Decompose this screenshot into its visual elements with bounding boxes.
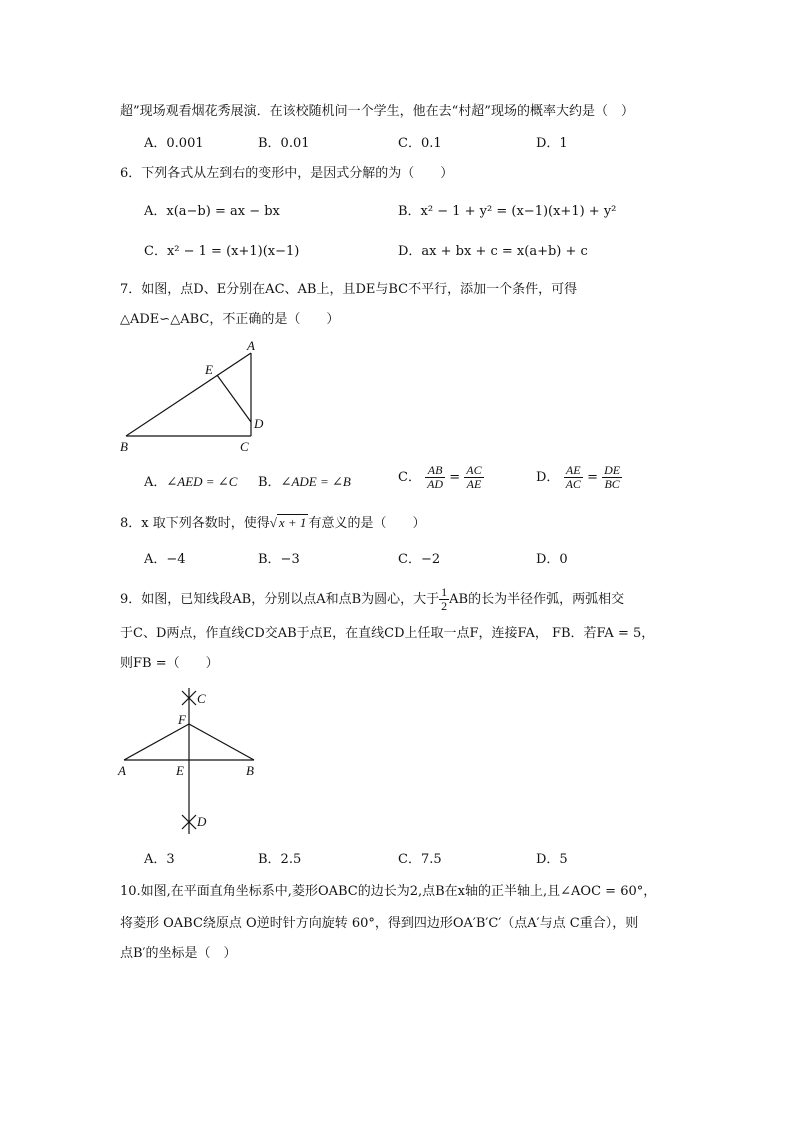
q7-label-c: C [240, 439, 249, 454]
q10-stem-line2: 将菱形 OABC绕原点 O逆时针方向旋转 60°，得到四边形OA′B′C′（点A′与点 C重合），则 [120, 916, 639, 931]
q7-triangle-figure [112, 336, 272, 458]
q7-option-d [536, 464, 622, 491]
q9-label-e: E [176, 763, 184, 778]
q9-label-a: A [118, 763, 126, 778]
q7-option-a [144, 474, 237, 491]
q5-option-d: D．1 [536, 136, 568, 151]
q7-option-d-prefix: D． [536, 470, 560, 485]
q7-label-b: B [120, 439, 128, 454]
q5-option-c: C．0.1 [398, 136, 442, 151]
q7-option-d-frac2: $\frac{DE}{BC}$ [604, 463, 621, 491]
q9-stem-line1a: 9．如图，已知线段AB，分别以点A和点B为圆心，大于 [120, 592, 440, 607]
sqrt-sign: √ [269, 515, 277, 530]
q7-option-c-prefix: C． [398, 470, 421, 485]
q5-option-b: B．0.01 [258, 136, 310, 151]
q9-segment-fa [124, 724, 189, 760]
q7-label-e: E [205, 362, 213, 377]
q7-option-a-expr: ∠AED = ∠C [166, 474, 238, 489]
q7-segment-ab [126, 353, 251, 436]
q8-stem-post: 有意义的是（ ） [308, 516, 426, 531]
q7-label-d: D [254, 416, 264, 431]
q7-option-c-frac2: $\frac{AC}{AE}$ [466, 463, 482, 491]
q6-option-c: C．x² − 1 = (x+1)(x−1) [144, 244, 300, 259]
q8-option-a: A．−4 [144, 552, 186, 567]
q7-option-c-frac1: $\frac{AB}{AD}$ [427, 463, 444, 491]
q9-label-c: C [197, 691, 206, 706]
q7-option-b-prefix: B． [258, 475, 281, 490]
q9-stem-line1b: AB的长为半径作弧，两弧相交 [449, 592, 625, 607]
q9-label-d: D [197, 814, 207, 829]
q9-stem-line1 [120, 586, 624, 613]
q8-radicand: x + 1 [278, 515, 307, 530]
q6-stem: 6．下列各式从左到右的变形中，是因式分解的为（ ） [120, 166, 454, 181]
q8-option-c: C．−2 [398, 552, 441, 567]
q7-option-a-prefix: A． [144, 475, 167, 490]
q9-perpendicular-bisector-figure [112, 684, 272, 840]
q5-stem-tail: 超”现场观看烟花秀展演．在该校随机问一个学生，他在去“村超”现场的概率大约是（ ） [120, 104, 634, 119]
q7-stem-line2: △ADE∽△ABC，不正确的是（ ） [120, 312, 340, 327]
q7-option-b-expr: ∠ADE = ∠B [280, 474, 351, 489]
q9-label-f: F [178, 712, 186, 727]
q7-option-b [258, 474, 351, 491]
q6-option-a: A．x(a−b) = ax − bx [144, 204, 280, 219]
q7-segment-ed [217, 375, 251, 422]
q9-option-a: A．3 [144, 852, 175, 867]
q8-option-b: B．−3 [258, 552, 300, 567]
q7-stem-line1: 7．如图，点D、E分别在AC、AB上，且DE与BC不平行，添加一个条件，可得 [120, 282, 578, 297]
q9-label-b: B [246, 763, 254, 778]
q7-option-c [398, 464, 484, 491]
q9-option-b: B．2.5 [258, 852, 302, 867]
q7-option-d-frac1: $\frac{AE}{AC}$ [565, 463, 581, 491]
equals-sign: = [449, 470, 461, 485]
q10-stem-line3: 点B′的坐标是（ ） [120, 946, 237, 961]
q9-stem-line2: 于C、D两点，作直线CD交AB于点E，在直线CD上任取一点F，连接FA， FB．若FA = 5， [120, 626, 655, 641]
q6-option-b: B．x² − 1 + y² = (x−1)(x+1) + y² [398, 204, 617, 219]
q9-option-c: C．7.5 [398, 852, 442, 867]
q6-option-d: D．ax + bx + c = x(a+b) + c [398, 244, 588, 259]
q5-option-a: A．0.001 [144, 136, 204, 151]
q9-half-fraction: $\frac{1}{2}$ [441, 585, 448, 613]
q9-option-d: D．5 [536, 852, 568, 867]
q8-stem [120, 514, 425, 532]
equals-sign: = [587, 470, 598, 485]
q9-segment-fb [189, 724, 254, 760]
q9-stem-line3: 则FB =（ ） [120, 656, 219, 671]
q8-option-d: D．0 [536, 552, 568, 567]
q7-label-a: A [247, 338, 255, 353]
q10-stem-line1: 10.如图,在平面直角坐标系中,菱形OABC的边长为2,点B在x轴的正半轴上,且∠AOC = 60°， [120, 884, 657, 899]
q8-stem-pre: 8．x 取下列各数时，使得 [120, 516, 270, 531]
